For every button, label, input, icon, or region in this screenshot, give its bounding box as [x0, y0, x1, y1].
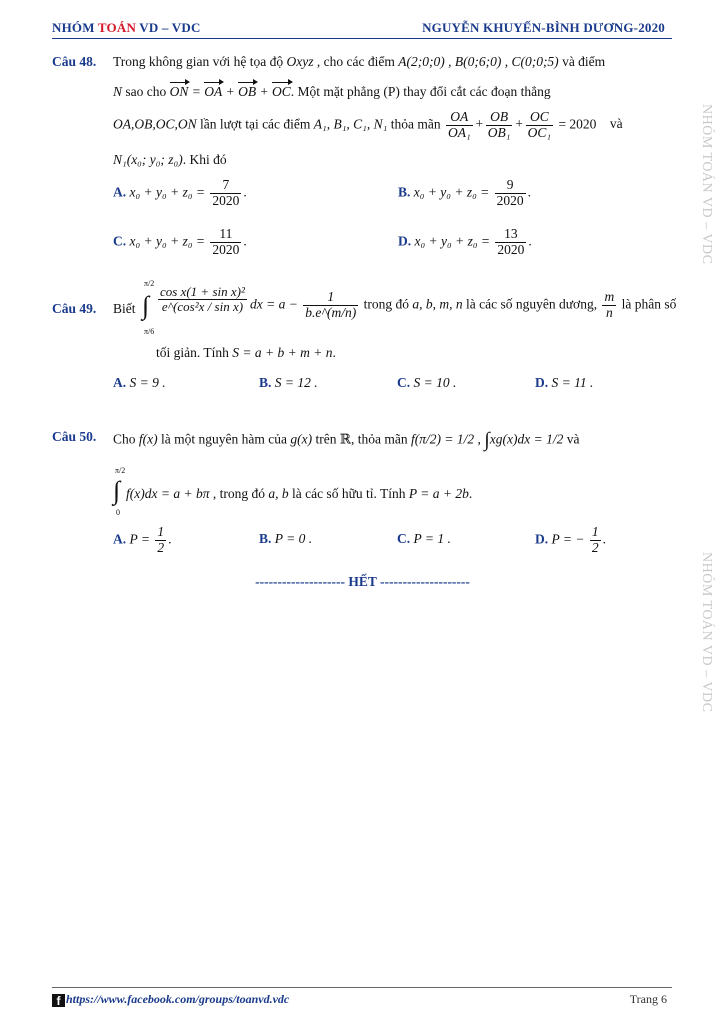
footer-divider: [52, 987, 672, 988]
q48-line-2: N sao cho ON = OA + OB + OC. Một mặt phẳng (P) thay đổi cắt các đoạn thẳng: [113, 84, 551, 99]
q48-option-c[interactable]: C. x₀ + y₀ + z₀ = $\frac{11}{2020}$ .: [113, 226, 247, 257]
ratio-sum: $\frac{OA}{\text{OA₁}}$ + $\frac{OB}{\text{OB₁}}$ + $\frac{OC}{\text{OC₁}}$: [447, 109, 552, 140]
q49-rhs: dx = a − $\frac{1}{b.e\^{}(m/n)}$ trong đó a, b, m, n là các số nguyên dương, $\frac{m}{n}$ là phân số: [250, 289, 677, 320]
q49-option-d[interactable]: D. S = 11 .: [535, 375, 594, 390]
q48-option-d[interactable]: D. x₀ + y₀ + z₀ = $\frac{13}{2020}$ .: [398, 226, 532, 257]
q50-option-b[interactable]: B. P = 0 .: [259, 531, 313, 546]
header-highlight: TOÁN: [97, 20, 137, 35]
integral-sign: π/2 ∫ π/6: [142, 279, 155, 336]
q50-option-a[interactable]: A. P = $\frac{1}{2}$ .: [113, 524, 172, 555]
q48-line-4: N₁(x₀; y₀; z₀). Khi đó: [113, 152, 227, 167]
q48-option-a[interactable]: A. x₀ + y₀ + z₀ = $\frac{7}{2020}$ .: [113, 177, 247, 208]
footer-link[interactable]: https://www.facebook.com/groups/toanvd.vdc: [66, 992, 290, 1006]
facebook-icon: f: [52, 994, 65, 1007]
q49-option-b[interactable]: B. S = 12 .: [259, 375, 318, 390]
q49-line-2: tối giản. Tính S = a + b + m + n.: [156, 345, 336, 360]
q49-option-a[interactable]: A. S = 9 .: [113, 375, 166, 390]
header-divider: [52, 38, 672, 39]
q48-option-b[interactable]: B. x₀ + y₀ + z₀ = $\frac{9}{2020}$ .: [398, 177, 532, 208]
integrand: $\frac{\text{cos x(1 + sin x)²}}{\text{e\textasciicircum{}(cos²x / sin x)}}$: [160, 284, 245, 315]
question-label: Câu 49.: [52, 301, 97, 316]
q49-biet: Biết: [113, 301, 136, 316]
header-group-name: NHÓM TOÁN VD – VDC: [52, 20, 201, 35]
question-label: Câu 48.: [52, 54, 97, 69]
vector-equation: ON = OA + OB + OC: [169, 84, 291, 99]
q50-line-1: Cho f(x) là một nguyên hàm của g(x) trên ℝ, thỏa mãn f(π/2) = 1/2 , ∫xg(x)dx = 1/2 và: [113, 429, 580, 451]
q50-option-c[interactable]: C. P = 1 .: [397, 531, 451, 546]
question-label: Câu 50.: [52, 429, 97, 444]
q48-line-1: Trong không gian với hệ tọa độ Oxyz , cho các điểm A(2;0;0) , B(0;6;0) , C(0;0;5) và điểm: [113, 54, 606, 69]
q49-option-c[interactable]: C. S = 10 .: [397, 375, 457, 390]
footer-link-group[interactable]: [52, 992, 289, 1007]
integral-sign-2: π/2 ∫ 0: [113, 466, 126, 517]
header-school: NGUYỄN KHUYẾN-BÌNH DƯƠNG-2020: [422, 20, 665, 35]
q50-option-d[interactable]: D. P = − $\frac{1}{2}$ .: [535, 524, 606, 555]
q48-line-3: OA,OB,OC,ON lần lượt tại các điểm A₁, B₁, C₁, N₁ thỏa mãn $\frac{OA}{\text{OA₁}}$ + $\frac{OB}{\text{OB₁}}$ + $\frac{OC}{\text{OC₁}}$ = 2020 và: [113, 109, 623, 140]
q50-line-2: f(x)dx = a + bπ , trong đó a, b là các số hữu tỉ. Tính P = a + 2b.: [126, 486, 473, 501]
watermark-top: NHÓM TOÁN VD – VDC: [699, 104, 714, 265]
end-marker: -------------------- HẾT --------------------: [255, 574, 470, 589]
page-number: Trang 6: [629, 992, 667, 1006]
watermark-bottom: NHÓM TOÁN VD – VDC: [699, 552, 714, 713]
